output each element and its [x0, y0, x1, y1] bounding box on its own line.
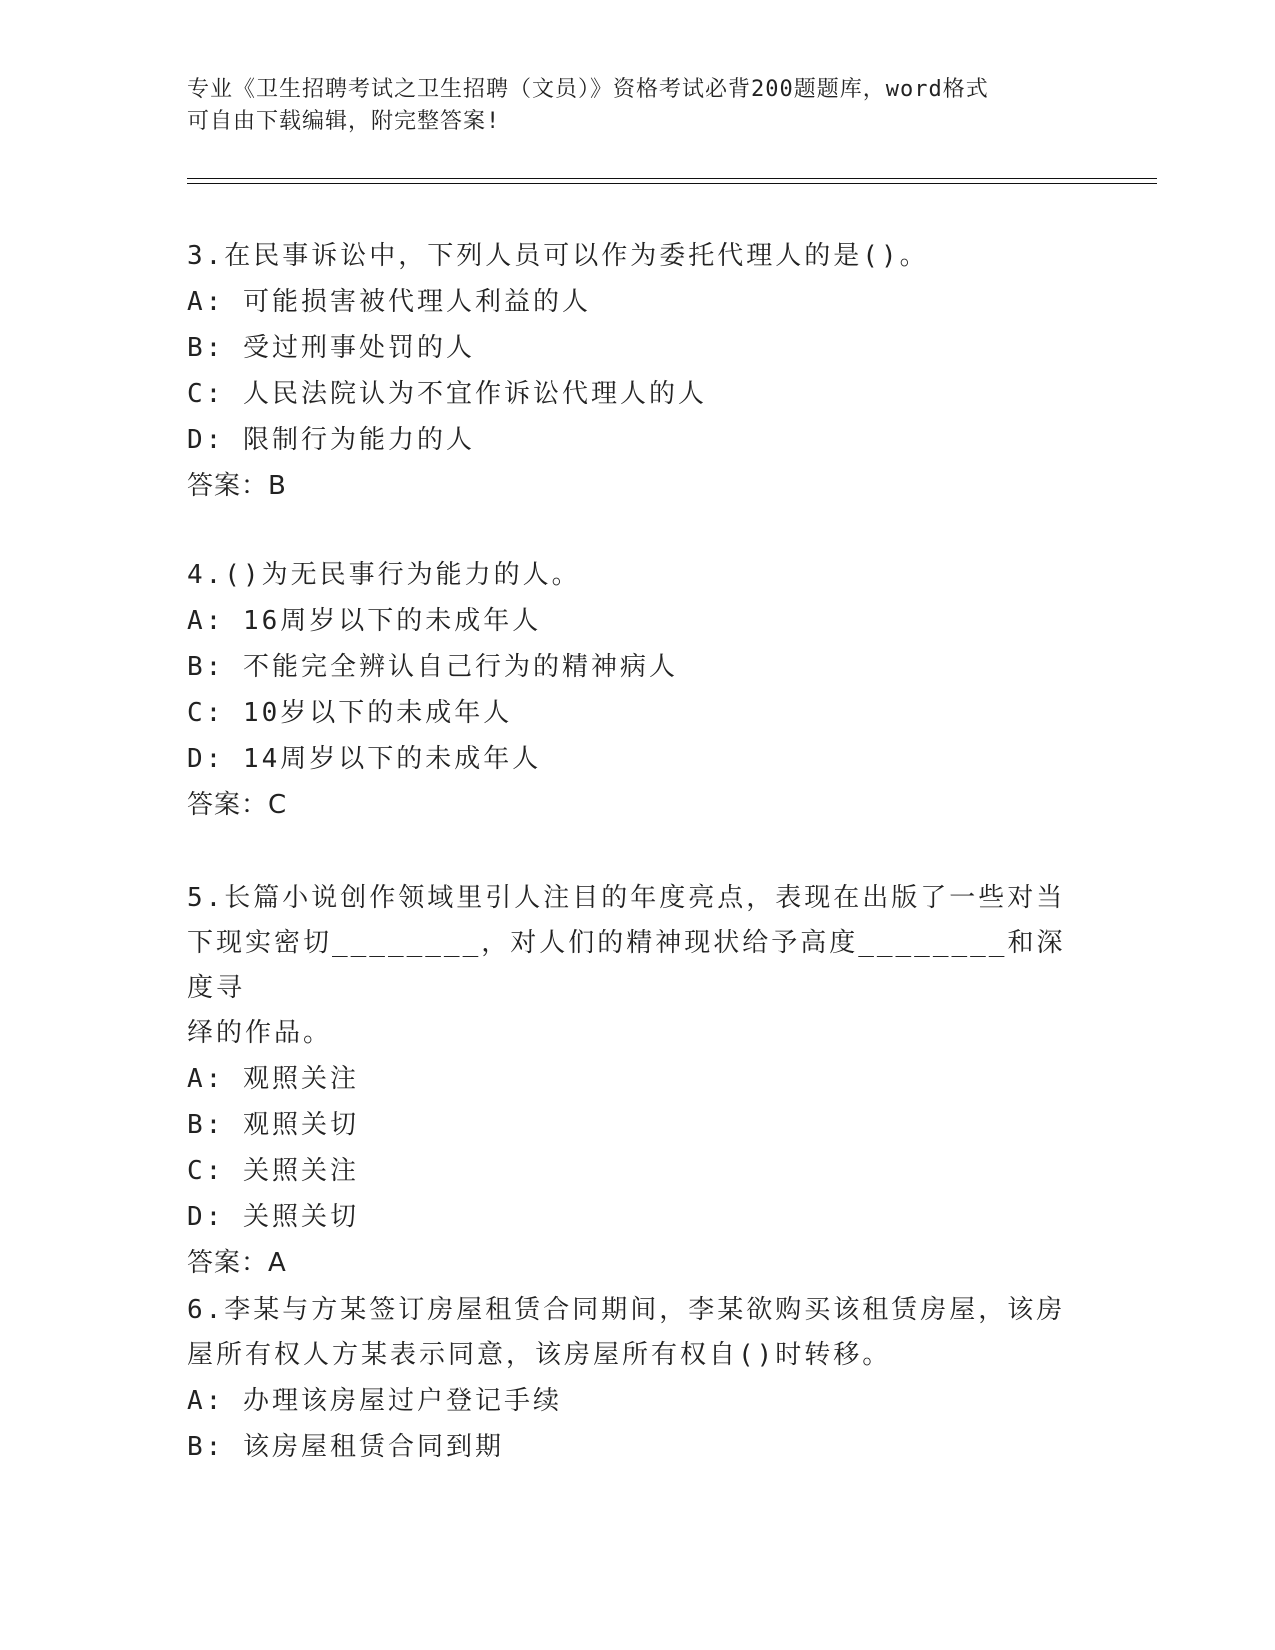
question-stem-line-2: 屋所有权人方某表示同意，该房屋所有权自()时转移。 [187, 1340, 892, 1370]
option-a: A: 观照关注 [187, 1064, 359, 1094]
question-stem-line-3: 绎的作品。 [187, 1018, 333, 1048]
answer: 答案：B [187, 471, 287, 501]
option-d: D: 关照关切 [187, 1202, 359, 1232]
question-stem-line-2: 下现实密切________，对人们的精神现状给予高度________和深度寻 [187, 928, 1066, 1003]
question-stem: 3.在民事诉讼中，下列人员可以作为委托代理人的是()。 [187, 241, 929, 271]
option-b: B: 观照关切 [187, 1110, 359, 1140]
question-5 [187, 876, 1067, 1286]
question-stem: 4.()为无民事行为能力的人。 [187, 560, 581, 590]
question-stem-line-1: 6.李某与方某签订房屋租赁合同期间，李某欲购买该租赁房屋，该房 [187, 1295, 1066, 1325]
option-a: A: 办理该房屋过户登记手续 [187, 1386, 562, 1416]
question-6 [187, 1288, 1067, 1470]
option-d: D: 限制行为能力的人 [187, 425, 475, 455]
question-stem-line-1: 5.长篇小说创作领域里引人注目的年度亮点，表现在出版了一些对当 [187, 883, 1066, 913]
header-divider-top [187, 178, 1157, 179]
header-line-2: 可自由下载编辑，附完整答案! [187, 109, 501, 134]
option-d: D: 14周岁以下的未成年人 [187, 744, 542, 774]
header-divider-bottom [187, 183, 1157, 184]
header-line-1: 专业《卫生招聘考试之卫生招聘（文员）》资格考试必背200题题库，word格式 [187, 77, 989, 102]
option-b: B: 不能完全辨认自己行为的精神病人 [187, 652, 678, 682]
option-c: C: 关照关注 [187, 1156, 359, 1186]
question-3 [187, 234, 1067, 509]
question-4 [187, 553, 1067, 828]
option-a: A: 可能损害被代理人利益的人 [187, 287, 591, 317]
option-c: C: 10岁以下的未成年人 [187, 698, 513, 728]
answer: 答案：C [187, 790, 288, 820]
option-a: A: 16周岁以下的未成年人 [187, 606, 542, 636]
option-b: B: 该房屋租赁合同到期 [187, 1432, 504, 1462]
option-c: C: 人民法院认为不宜作诉讼代理人的人 [187, 379, 707, 409]
document-header [187, 74, 1067, 138]
answer: 答案：A [187, 1248, 287, 1278]
option-b: B: 受过刑事处罚的人 [187, 333, 475, 363]
